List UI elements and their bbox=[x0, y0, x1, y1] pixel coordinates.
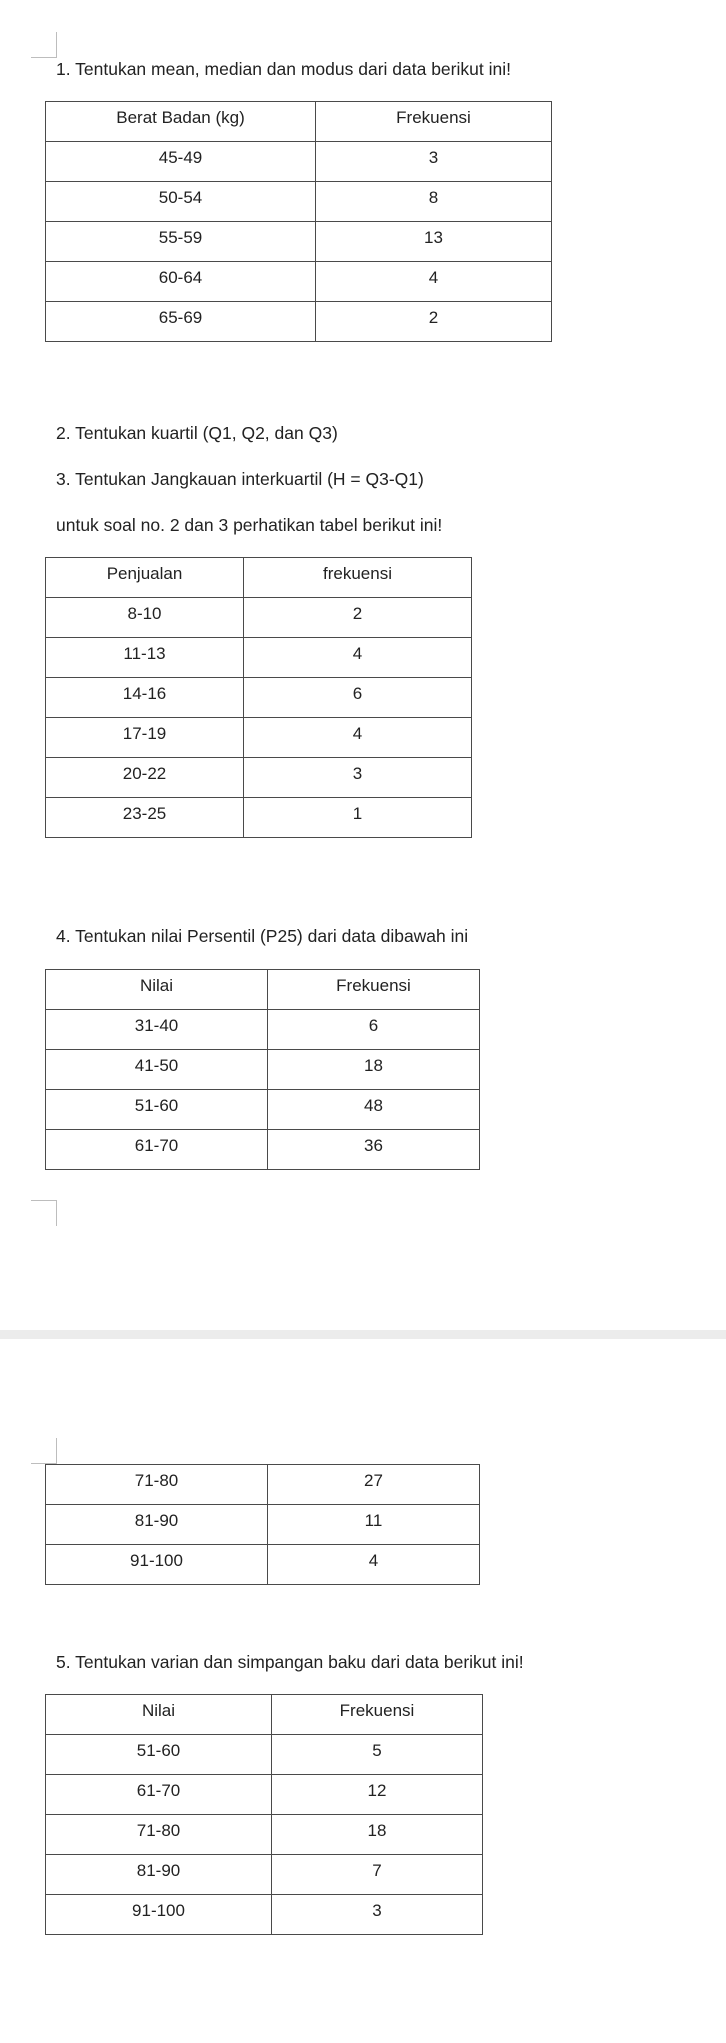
class-interval-cell: 60-64 bbox=[46, 262, 316, 302]
class-interval-cell: 61-70 bbox=[46, 1130, 268, 1170]
frequency-cell: 48 bbox=[268, 1090, 480, 1130]
table-scores-p25-continued bbox=[45, 1464, 480, 1585]
table-row bbox=[46, 182, 552, 222]
class-interval-cell: 31-40 bbox=[46, 1010, 268, 1050]
question-2-text: 2. Tentukan kuartil (Q1, Q2, dan Q3) bbox=[56, 423, 338, 443]
class-interval-cell: 23-25 bbox=[46, 798, 244, 838]
frequency-cell: 4 bbox=[244, 718, 472, 758]
frequency-cell: 4 bbox=[316, 262, 552, 302]
class-interval-cell: 55-59 bbox=[46, 222, 316, 262]
column-header: frekuensi bbox=[244, 558, 472, 598]
frequency-cell: 13 bbox=[316, 222, 552, 262]
class-interval-cell: 65-69 bbox=[46, 302, 316, 342]
class-interval-cell: 51-60 bbox=[46, 1090, 268, 1130]
frequency-cell: 6 bbox=[268, 1010, 480, 1050]
class-interval-cell: 81-90 bbox=[46, 1505, 268, 1545]
class-interval-cell: 81-90 bbox=[46, 1855, 272, 1895]
frequency-cell: 5 bbox=[272, 1735, 483, 1775]
table-row bbox=[46, 798, 472, 838]
frequency-cell: 2 bbox=[316, 302, 552, 342]
question-1-text: 1. Tentukan mean, median dan modus dari data berikut ini! bbox=[56, 59, 511, 79]
frequency-cell: 27 bbox=[268, 1465, 480, 1505]
frequency-cell: 6 bbox=[244, 678, 472, 718]
column-header: Nilai bbox=[46, 1695, 272, 1735]
class-interval-cell: 61-70 bbox=[46, 1775, 272, 1815]
table-row bbox=[46, 1090, 480, 1130]
column-header: Frekuensi bbox=[272, 1695, 483, 1735]
class-interval-cell: 71-80 bbox=[46, 1465, 268, 1505]
question-5-text: 5. Tentukan varian dan simpangan baku dari data berikut ini! bbox=[56, 1652, 524, 1672]
table-scores-variance bbox=[45, 1694, 483, 1935]
table-row bbox=[46, 262, 552, 302]
table-row bbox=[46, 302, 552, 342]
frequency-cell: 11 bbox=[268, 1505, 480, 1545]
column-header: Penjualan bbox=[46, 558, 244, 598]
class-interval-cell: 14-16 bbox=[46, 678, 244, 718]
class-interval-cell: 51-60 bbox=[46, 1735, 272, 1775]
table-header-row bbox=[46, 102, 552, 142]
class-interval-cell: 8-10 bbox=[46, 598, 244, 638]
frequency-cell: 12 bbox=[272, 1775, 483, 1815]
column-header: Berat Badan (kg) bbox=[46, 102, 316, 142]
table-row bbox=[46, 1465, 480, 1505]
column-header: Nilai bbox=[46, 970, 268, 1010]
table-row bbox=[46, 1130, 480, 1170]
frequency-cell: 18 bbox=[272, 1815, 483, 1855]
table-row bbox=[46, 1855, 483, 1895]
class-interval-cell: 91-100 bbox=[46, 1895, 272, 1935]
table-row bbox=[46, 598, 472, 638]
table-row bbox=[46, 1815, 483, 1855]
table-row bbox=[46, 1775, 483, 1815]
frequency-cell: 3 bbox=[316, 142, 552, 182]
frequency-cell: 18 bbox=[268, 1050, 480, 1090]
page-corner-mark bbox=[31, 32, 57, 58]
column-header: Frekuensi bbox=[268, 970, 480, 1010]
table-body-weight bbox=[45, 101, 552, 342]
frequency-cell: 7 bbox=[272, 1855, 483, 1895]
table-row bbox=[46, 758, 472, 798]
frequency-cell: 1 bbox=[244, 798, 472, 838]
frequency-cell: 36 bbox=[268, 1130, 480, 1170]
frequency-cell: 4 bbox=[268, 1545, 480, 1585]
table-scores-p25 bbox=[45, 969, 480, 1170]
table-row bbox=[46, 1505, 480, 1545]
class-interval-cell: 11-13 bbox=[46, 638, 244, 678]
class-interval-cell: 71-80 bbox=[46, 1815, 272, 1855]
frequency-cell: 4 bbox=[244, 638, 472, 678]
table-header-row bbox=[46, 970, 480, 1010]
frequency-cell: 3 bbox=[244, 758, 472, 798]
page-corner-mark bbox=[31, 1438, 57, 1464]
table-row bbox=[46, 1545, 480, 1585]
question-3-text: 3. Tentukan Jangkauan interkuartil (H = Q3-Q1) bbox=[56, 469, 424, 489]
table-row bbox=[46, 718, 472, 758]
table-row bbox=[46, 638, 472, 678]
frequency-cell: 2 bbox=[244, 598, 472, 638]
page-corner-mark bbox=[31, 1200, 57, 1226]
table-row bbox=[46, 1050, 480, 1090]
table-row bbox=[46, 142, 552, 182]
frequency-cell: 8 bbox=[316, 182, 552, 222]
document-page-2 bbox=[0, 1339, 726, 2043]
frequency-cell: 3 bbox=[272, 1895, 483, 1935]
class-interval-cell: 20-22 bbox=[46, 758, 244, 798]
instruction-q2-q3: untuk soal no. 2 dan 3 perhatikan tabel berikut ini! bbox=[56, 515, 443, 535]
class-interval-cell: 91-100 bbox=[46, 1545, 268, 1585]
question-4-text: 4. Tentukan nilai Persentil (P25) dari data dibawah ini bbox=[56, 926, 469, 946]
table-sales bbox=[45, 557, 472, 838]
table-row bbox=[46, 678, 472, 718]
class-interval-cell: 17-19 bbox=[46, 718, 244, 758]
table-row bbox=[46, 222, 552, 262]
table-row bbox=[46, 1010, 480, 1050]
table-header-row bbox=[46, 1695, 483, 1735]
class-interval-cell: 41-50 bbox=[46, 1050, 268, 1090]
class-interval-cell: 45-49 bbox=[46, 142, 316, 182]
page-break bbox=[0, 1330, 726, 1339]
table-row bbox=[46, 1895, 483, 1935]
class-interval-cell: 50-54 bbox=[46, 182, 316, 222]
column-header: Frekuensi bbox=[316, 102, 552, 142]
table-row bbox=[46, 1735, 483, 1775]
table-header-row bbox=[46, 558, 472, 598]
